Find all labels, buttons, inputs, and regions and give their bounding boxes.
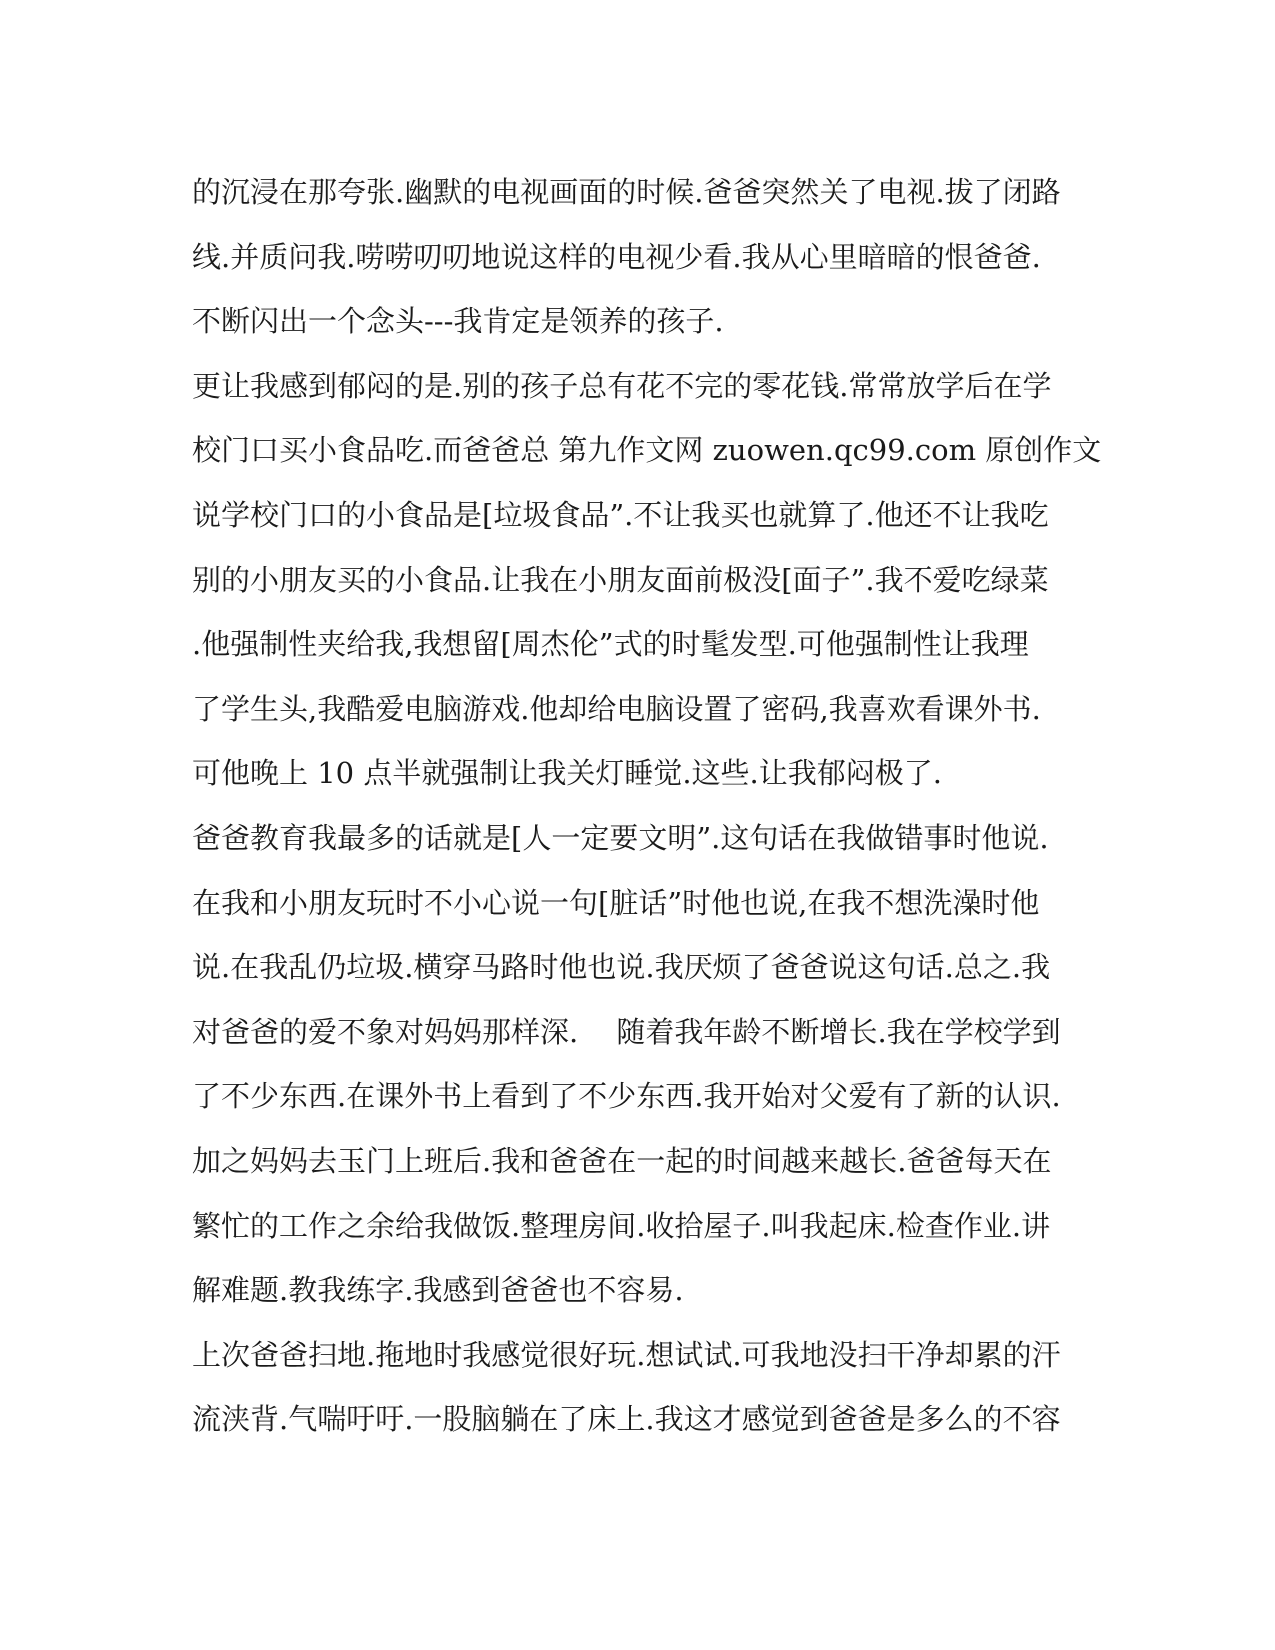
text-line: 不断闪出一个念头---我肯定是领养的孩子. <box>192 304 724 339</box>
text-line: 在我和小朋友玩时不小心说一句[脏话”时他也说,在我不想洗澡时他 <box>192 885 1040 920</box>
text-line: 上次爸爸扫地.拖地时我感觉很好玩.想试试.可我地没扫干净却累的汗 <box>192 1337 1061 1372</box>
text-line: 说学校门口的小食品是[垃圾食品”.不让我买也就算了.他还不让我吃 <box>192 497 1049 532</box>
text-line: .他强制性夹给我,我想留[周杰伦”式的时髦发型.可他强制性让我理 <box>192 627 1029 662</box>
text-line: 爸爸教育我最多的话就是[人一定要文明”.这句话在我做错事时他说. <box>192 820 1049 855</box>
text-line: 加之妈妈去玉门上班后.我和爸爸在一起的时间越来越长.爸爸每天在 <box>192 1143 1052 1178</box>
text-line: 流浃背.气喘吁吁.一股脑躺在了床上.我这才感觉到爸爸是多么的不容 <box>192 1402 1061 1437</box>
text-line: 了学生头,我酷爱电脑游戏.他却给电脑设置了密码,我喜欢看课外书. <box>192 691 1041 726</box>
text-line: 别的小朋友买的小食品.让我在小朋友面前极没[面子”.我不爱吃绿菜 <box>192 562 1049 597</box>
text-line: 线.并质问我.唠唠叨叨地说这样的电视少看.我从心里暗暗的恨爸爸. <box>192 239 1041 274</box>
text-line: 可他晚上 10 点半就强制让我关灯睡觉.这些.让我郁闷极了. <box>192 756 942 791</box>
text-line: 解难题.教我练字.我感到爸爸也不容易. <box>192 1273 684 1308</box>
text-line: 说.在我乱仍垃圾.横穿马路时他也说.我厌烦了爸爸说这句话.总之.我 <box>192 950 1051 985</box>
text-line: 校门口买小食品吃.而爸爸总 第九作文网 zuowen.qc99.com 原创作文 <box>192 433 1102 468</box>
text-line: 繁忙的工作之余给我做饭.整理房间.收拾屋子.叫我起床.检查作业.讲 <box>192 1208 1051 1243</box>
text-line: 对爸爸的爱不象对妈妈那样深. 随着我年龄不断增长.我在学校学到 <box>192 1014 1061 1049</box>
text-line: 了不少东西.在课外书上看到了不少东西.我开始对父爱有了新的认识. <box>192 1079 1061 1114</box>
essay-body <box>192 160 1102 1452</box>
text-line: 的沉浸在那夸张.幽默的电视画面的时候.爸爸突然关了电视.拔了闭路 <box>192 175 1061 209</box>
text-line: 更让我感到郁闷的是.别的孩子总有花不完的零花钱.常常放学后在学 <box>192 368 1052 403</box>
